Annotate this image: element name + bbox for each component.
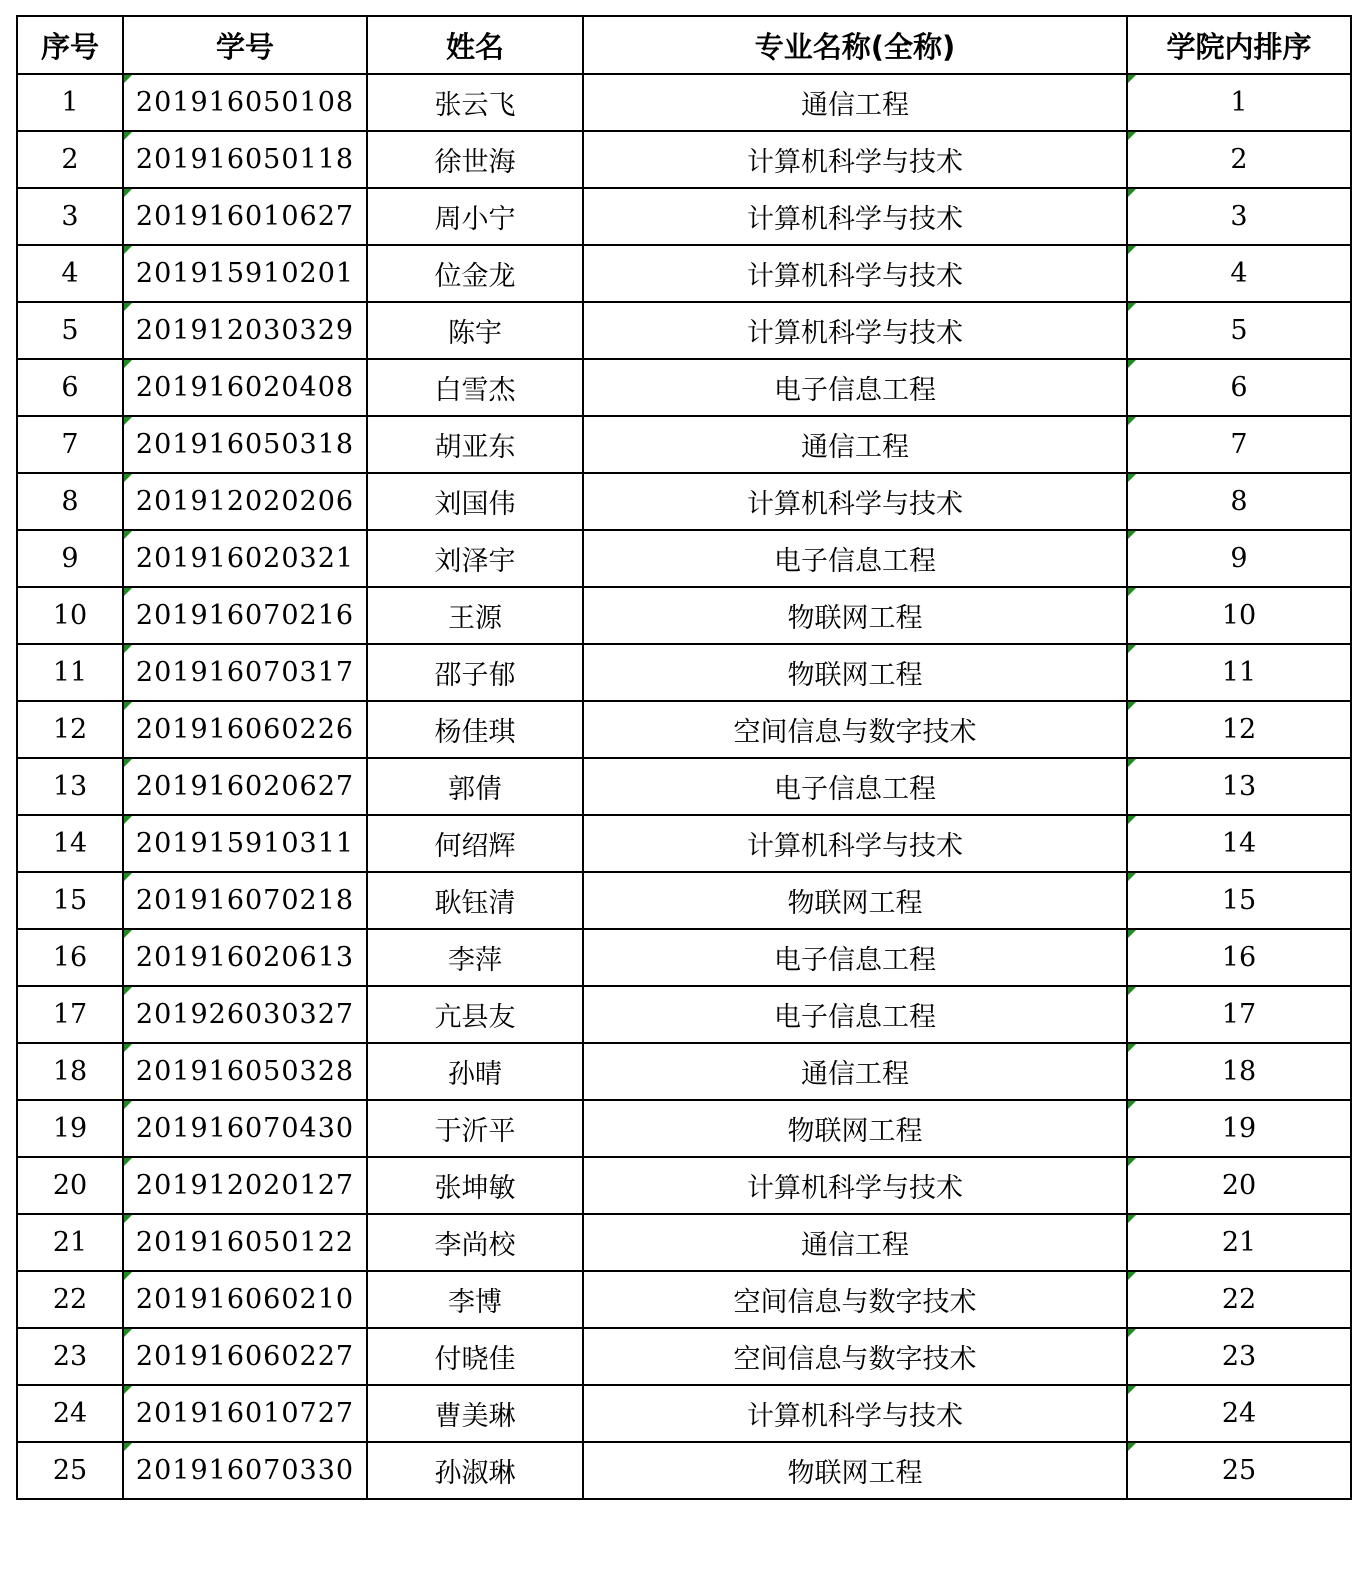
cell-name: 白雪杰 (367, 359, 583, 416)
header-row (17, 16, 1351, 74)
cell-name: 邵子郁 (367, 644, 583, 701)
table-row (17, 473, 1351, 530)
table-row (17, 131, 1351, 188)
table-row (17, 1328, 1351, 1385)
cell-seq: 22 (17, 1271, 123, 1328)
cell-student-id: 201916050108 (123, 74, 367, 131)
cell-major: 物联网工程 (583, 872, 1127, 929)
cell-student-id: 201916070218 (123, 872, 367, 929)
cell-student-id: 201916050122 (123, 1214, 367, 1271)
cell-name: 曹美琳 (367, 1385, 583, 1442)
cell-seq: 14 (17, 815, 123, 872)
cell-rank: 15 (1127, 872, 1351, 929)
cell-seq: 8 (17, 473, 123, 530)
cell-rank: 14 (1127, 815, 1351, 872)
table-row (17, 1442, 1351, 1499)
cell-rank: 16 (1127, 929, 1351, 986)
table-row (17, 929, 1351, 986)
cell-name: 付晓佳 (367, 1328, 583, 1385)
cell-major: 计算机科学与技术 (583, 245, 1127, 302)
cell-major: 空间信息与数字技术 (583, 1271, 1127, 1328)
cell-rank: 22 (1127, 1271, 1351, 1328)
cell-student-id: 201916010627 (123, 188, 367, 245)
cell-seq: 18 (17, 1043, 123, 1100)
cell-student-id: 201916010727 (123, 1385, 367, 1442)
cell-name: 胡亚东 (367, 416, 583, 473)
table-body (17, 74, 1351, 1499)
cell-major: 计算机科学与技术 (583, 302, 1127, 359)
table-header (17, 16, 1351, 74)
table-row (17, 644, 1351, 701)
cell-major: 电子信息工程 (583, 986, 1127, 1043)
cell-rank: 21 (1127, 1214, 1351, 1271)
cell-major: 物联网工程 (583, 644, 1127, 701)
cell-seq: 12 (17, 701, 123, 758)
ranking-table (16, 15, 1352, 1500)
table-row (17, 302, 1351, 359)
cell-major: 计算机科学与技术 (583, 815, 1127, 872)
cell-major: 空间信息与数字技术 (583, 701, 1127, 758)
cell-rank: 8 (1127, 473, 1351, 530)
cell-rank: 2 (1127, 131, 1351, 188)
cell-seq: 10 (17, 587, 123, 644)
cell-major: 计算机科学与技术 (583, 1157, 1127, 1214)
cell-name: 周小宁 (367, 188, 583, 245)
table-row (17, 416, 1351, 473)
cell-rank: 1 (1127, 74, 1351, 131)
cell-name: 张坤敏 (367, 1157, 583, 1214)
cell-name: 位金龙 (367, 245, 583, 302)
cell-seq: 16 (17, 929, 123, 986)
cell-student-id: 201916050318 (123, 416, 367, 473)
table-row (17, 74, 1351, 131)
cell-student-id: 201916050328 (123, 1043, 367, 1100)
table-row (17, 986, 1351, 1043)
table-row (17, 188, 1351, 245)
cell-major: 通信工程 (583, 1043, 1127, 1100)
cell-seq: 21 (17, 1214, 123, 1271)
cell-student-id: 201912020127 (123, 1157, 367, 1214)
cell-name: 刘国伟 (367, 473, 583, 530)
cell-rank: 9 (1127, 530, 1351, 587)
cell-seq: 17 (17, 986, 123, 1043)
cell-major: 计算机科学与技术 (583, 188, 1127, 245)
cell-major: 电子信息工程 (583, 758, 1127, 815)
cell-rank: 18 (1127, 1043, 1351, 1100)
cell-major: 通信工程 (583, 74, 1127, 131)
cell-student-id: 201916020627 (123, 758, 367, 815)
cell-student-id: 201916070216 (123, 587, 367, 644)
cell-seq: 20 (17, 1157, 123, 1214)
cell-major: 电子信息工程 (583, 929, 1127, 986)
cell-student-id: 201916060226 (123, 701, 367, 758)
cell-seq: 5 (17, 302, 123, 359)
cell-major: 物联网工程 (583, 1100, 1127, 1157)
cell-name: 徐世海 (367, 131, 583, 188)
cell-major: 通信工程 (583, 416, 1127, 473)
header-rank: 学院内排序 (1127, 16, 1351, 74)
cell-student-id: 201916070330 (123, 1442, 367, 1499)
table-row (17, 1043, 1351, 1100)
cell-name: 李博 (367, 1271, 583, 1328)
cell-seq: 19 (17, 1100, 123, 1157)
cell-rank: 25 (1127, 1442, 1351, 1499)
header-major: 专业名称(全称) (583, 16, 1127, 74)
cell-major: 空间信息与数字技术 (583, 1328, 1127, 1385)
cell-major: 通信工程 (583, 1214, 1127, 1271)
table-row (17, 1385, 1351, 1442)
cell-name: 孙晴 (367, 1043, 583, 1100)
cell-student-id: 201916060210 (123, 1271, 367, 1328)
cell-name: 陈宇 (367, 302, 583, 359)
cell-rank: 11 (1127, 644, 1351, 701)
cell-student-id: 201926030327 (123, 986, 367, 1043)
header-seq: 序号 (17, 16, 123, 74)
cell-major: 计算机科学与技术 (583, 131, 1127, 188)
cell-seq: 13 (17, 758, 123, 815)
table-row (17, 359, 1351, 416)
cell-seq: 1 (17, 74, 123, 131)
cell-rank: 24 (1127, 1385, 1351, 1442)
cell-rank: 4 (1127, 245, 1351, 302)
cell-student-id: 201916070317 (123, 644, 367, 701)
cell-major: 计算机科学与技术 (583, 1385, 1127, 1442)
cell-student-id: 201915910311 (123, 815, 367, 872)
table-row (17, 872, 1351, 929)
cell-rank: 7 (1127, 416, 1351, 473)
cell-rank: 6 (1127, 359, 1351, 416)
cell-rank: 5 (1127, 302, 1351, 359)
table-row (17, 758, 1351, 815)
cell-name: 耿钰清 (367, 872, 583, 929)
cell-student-id: 201912020206 (123, 473, 367, 530)
cell-student-id: 201916060227 (123, 1328, 367, 1385)
table-row (17, 815, 1351, 872)
cell-rank: 23 (1127, 1328, 1351, 1385)
cell-name: 亢县友 (367, 986, 583, 1043)
cell-seq: 23 (17, 1328, 123, 1385)
cell-name: 于沂平 (367, 1100, 583, 1157)
table-row (17, 1100, 1351, 1157)
table-row (17, 245, 1351, 302)
cell-major: 物联网工程 (583, 587, 1127, 644)
cell-seq: 15 (17, 872, 123, 929)
table-row (17, 1214, 1351, 1271)
cell-rank: 10 (1127, 587, 1351, 644)
cell-name: 李萍 (367, 929, 583, 986)
table-row (17, 701, 1351, 758)
cell-name: 杨佳琪 (367, 701, 583, 758)
cell-name: 李尚校 (367, 1214, 583, 1271)
table-row (17, 1157, 1351, 1214)
cell-major: 计算机科学与技术 (583, 473, 1127, 530)
cell-rank: 13 (1127, 758, 1351, 815)
cell-student-id: 201916070430 (123, 1100, 367, 1157)
cell-rank: 3 (1127, 188, 1351, 245)
cell-seq: 25 (17, 1442, 123, 1499)
cell-rank: 20 (1127, 1157, 1351, 1214)
cell-rank: 17 (1127, 986, 1351, 1043)
cell-major: 物联网工程 (583, 1442, 1127, 1499)
cell-seq: 9 (17, 530, 123, 587)
table-row (17, 587, 1351, 644)
cell-name: 郭倩 (367, 758, 583, 815)
cell-seq: 24 (17, 1385, 123, 1442)
cell-student-id: 201915910201 (123, 245, 367, 302)
cell-seq: 7 (17, 416, 123, 473)
cell-rank: 12 (1127, 701, 1351, 758)
cell-major: 电子信息工程 (583, 359, 1127, 416)
cell-student-id: 201912030329 (123, 302, 367, 359)
table-row (17, 1271, 1351, 1328)
cell-student-id: 201916050118 (123, 131, 367, 188)
cell-student-id: 201916020408 (123, 359, 367, 416)
cell-seq: 4 (17, 245, 123, 302)
cell-name: 何绍辉 (367, 815, 583, 872)
table-row (17, 530, 1351, 587)
cell-student-id: 201916020613 (123, 929, 367, 986)
cell-name: 张云飞 (367, 74, 583, 131)
cell-name: 刘泽宇 (367, 530, 583, 587)
cell-seq: 11 (17, 644, 123, 701)
cell-name: 孙淑琳 (367, 1442, 583, 1499)
cell-name: 王源 (367, 587, 583, 644)
cell-major: 电子信息工程 (583, 530, 1127, 587)
header-student-id: 学号 (123, 16, 367, 74)
cell-student-id: 201916020321 (123, 530, 367, 587)
cell-seq: 3 (17, 188, 123, 245)
cell-rank: 19 (1127, 1100, 1351, 1157)
cell-seq: 2 (17, 131, 123, 188)
header-name: 姓名 (367, 16, 583, 74)
cell-seq: 6 (17, 359, 123, 416)
